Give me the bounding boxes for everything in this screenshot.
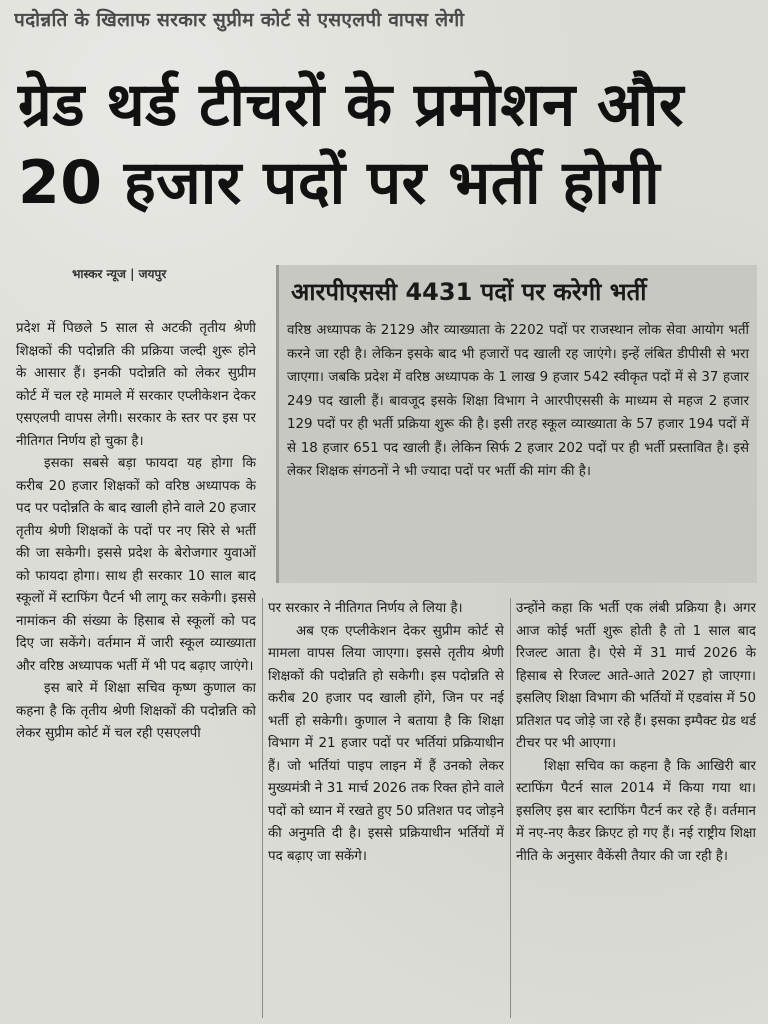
column-paragraph: उन्होंने कहा कि भर्ती एक लंबी प्रक्रिया है। अगर आज कोई भर्ती शुरू होती है तो 1 साल बाद रिजल्ट आता है। ऐसे में 31 मार्च 2026 के हिसाब से रिजल्ट आते-आते 2027 हो जाएगा। इसलिए शिक्षा विभाग की भर्तियों में एडवांस में 50 प्रतिशत पद जोड़े जा रहे हैं। इसका इम्पैक्ट ग्रेड थर्ड टीचर पर भी आएगा।: [516, 601, 756, 751]
article-headline: [18, 66, 753, 222]
article-column-1: [16, 318, 256, 1018]
sidebar-box: [276, 265, 757, 583]
column-divider: [510, 598, 511, 1018]
column-paragraph: इस बारे में शिक्षा सचिव कृष्ण कुणाल का कहना है कि तृतीय श्रेणी शिक्षकों की पदोन्नति को लेकर सुप्रीम कोर्ट में चल रही एसएलपी: [16, 681, 256, 741]
column-paragraph: अब एक एप्लीकेशन देकर सुप्रीम कोर्ट से मामला वापस लिया जाएगा। इससे तृतीय श्रेणी शिक्षकों की पदोन्नति हो सकेगी। इस पदोन्नति से करीब 20 हजार पद खाली होंगे, जिन पर नई भर्ती हो सकेगी। कुणाल ने बताया है कि शिक्षा विभाग में 21 हजार पदों पर भर्तियां प्रक्रियाधीन हैं। जो भर्तियां पाइप लाइन में हैं उनको लेकर मुख्यमंत्री ने 31 मार्च 2026 तक रिक्त होने वाले पदों को ध्यान में रखते हुए 50 प्रतिशत पद जोड़ने की अनुमति दी है। इससे प्रक्रियाधीन भर्तियों में पद बढ़ाए जा सकेंगे।: [268, 623, 504, 864]
column-paragraph: शिक्षा सचिव का कहना है कि आखिरी बार स्टाफिंग पैटर्न साल 2014 में किया गया था। इसलिए इस बार स्टाफिंग पैटर्न कर रहे हैं। वर्तमान में नए-नए कैडर क्रिएट हो गए हैं। नई राष्ट्रीय शिक्षा नीति के अनुसार वैकेंसी तैयार की जा रही है।: [516, 758, 756, 864]
headline-line-2: 20 हजार पदों पर भर्ती होगी: [18, 148, 661, 218]
sidebar-title: आरपीएससी 4431 पदों पर करेगी भर्ती: [291, 278, 647, 306]
article-column-3: [516, 598, 756, 1018]
article-column-2: [268, 598, 504, 1018]
column-divider: [262, 598, 263, 1018]
article-kicker: पदोन्नति के खिलाफ सरकार सुप्रीम कोर्ट से एसएलपी वापस लेगी: [14, 9, 465, 31]
headline-line-1: ग्रेड थर्ड टीचरों के प्रमोशन और: [18, 70, 684, 140]
column-paragraph: पर सरकार ने नीतिगत निर्णय ले लिया है।: [268, 601, 463, 616]
column-paragraph: प्रदेश में पिछले 5 साल से अटकी तृतीय श्रेणी शिक्षकों की पदोन्नति की प्रक्रिया जल्दी शुरू होने के आसार हैं। इनकी पदोन्नति को लेकर सुप्रीम कोर्ट में चल रहे मामले में सरकार एप्लीकेशन देकर एसएलपी वापस लेगी। सरकार के स्तर पर इस पर नीतिगत निर्णय हो चुका है।: [16, 321, 256, 449]
sidebar-body: वरिष्ठ अध्यापक के 2129 और व्याख्याता के 2202 पदों पर राजस्थान लोक सेवा आयोग भर्ती करने जा रही है। लेकिन इसके बाद भी हजारों पद खाली रह जाएंगे। इन्हें लंबित डीपीसी से भरा जाएगा। जबकि प्रदेश में वरिष्ठ अध्यापक के 1 लाख 9 हजार 542 स्वीकृत पदों में से 37 हजार 249 पद खाली हैं। बावजूद इसके शिक्षा विभाग ने आरपीएससी के माध्यम से महज 2 हजार 129 पदों पर ही भर्ती प्रक्रिया शुरू की है। इसी तरह स्कूल व्याख्याता के 57 हजार 194 पदों में से 18 हजार 651 पद खाली हैं। लेकिन सिर्फ 2 हजार 202 पदों पर ही भर्ती प्रस्तावित है। इसे लेकर शिक्षक संगठनों ने भी ज्यादा पदों पर भर्ती की मांग की है।: [287, 323, 749, 479]
column-paragraph: इसका सबसे बड़ा फायदा यह होगा कि करीब 20 हजार शिक्षकों को वरिष्ठ अध्यापक के पद पर पदोन्नति के बाद खाली होने वाले 20 हजार तृतीय श्रेणी शिक्षकों के पदों पर नए सिरे से भर्ती की जा सकेगी। इससे प्रदेश के बेरोजगार युवाओं को फायदा होगा। साथ ही सरकार 10 साल बाद स्कूलों में स्टाफिंग पैटर्न भी लागू कर सकेगी। इससे नामांकन की संख्या के हिसाब से स्कूलों को पद दिए जा सकेंगे। वर्तमान में जारी स्कूल व्याख्याता और वरिष्ठ अध्यापक भर्ती में भी पद बढ़ाए जाएंगे।: [16, 456, 256, 674]
article-dateline: भास्कर न्यूज | जयपुर: [72, 267, 167, 281]
